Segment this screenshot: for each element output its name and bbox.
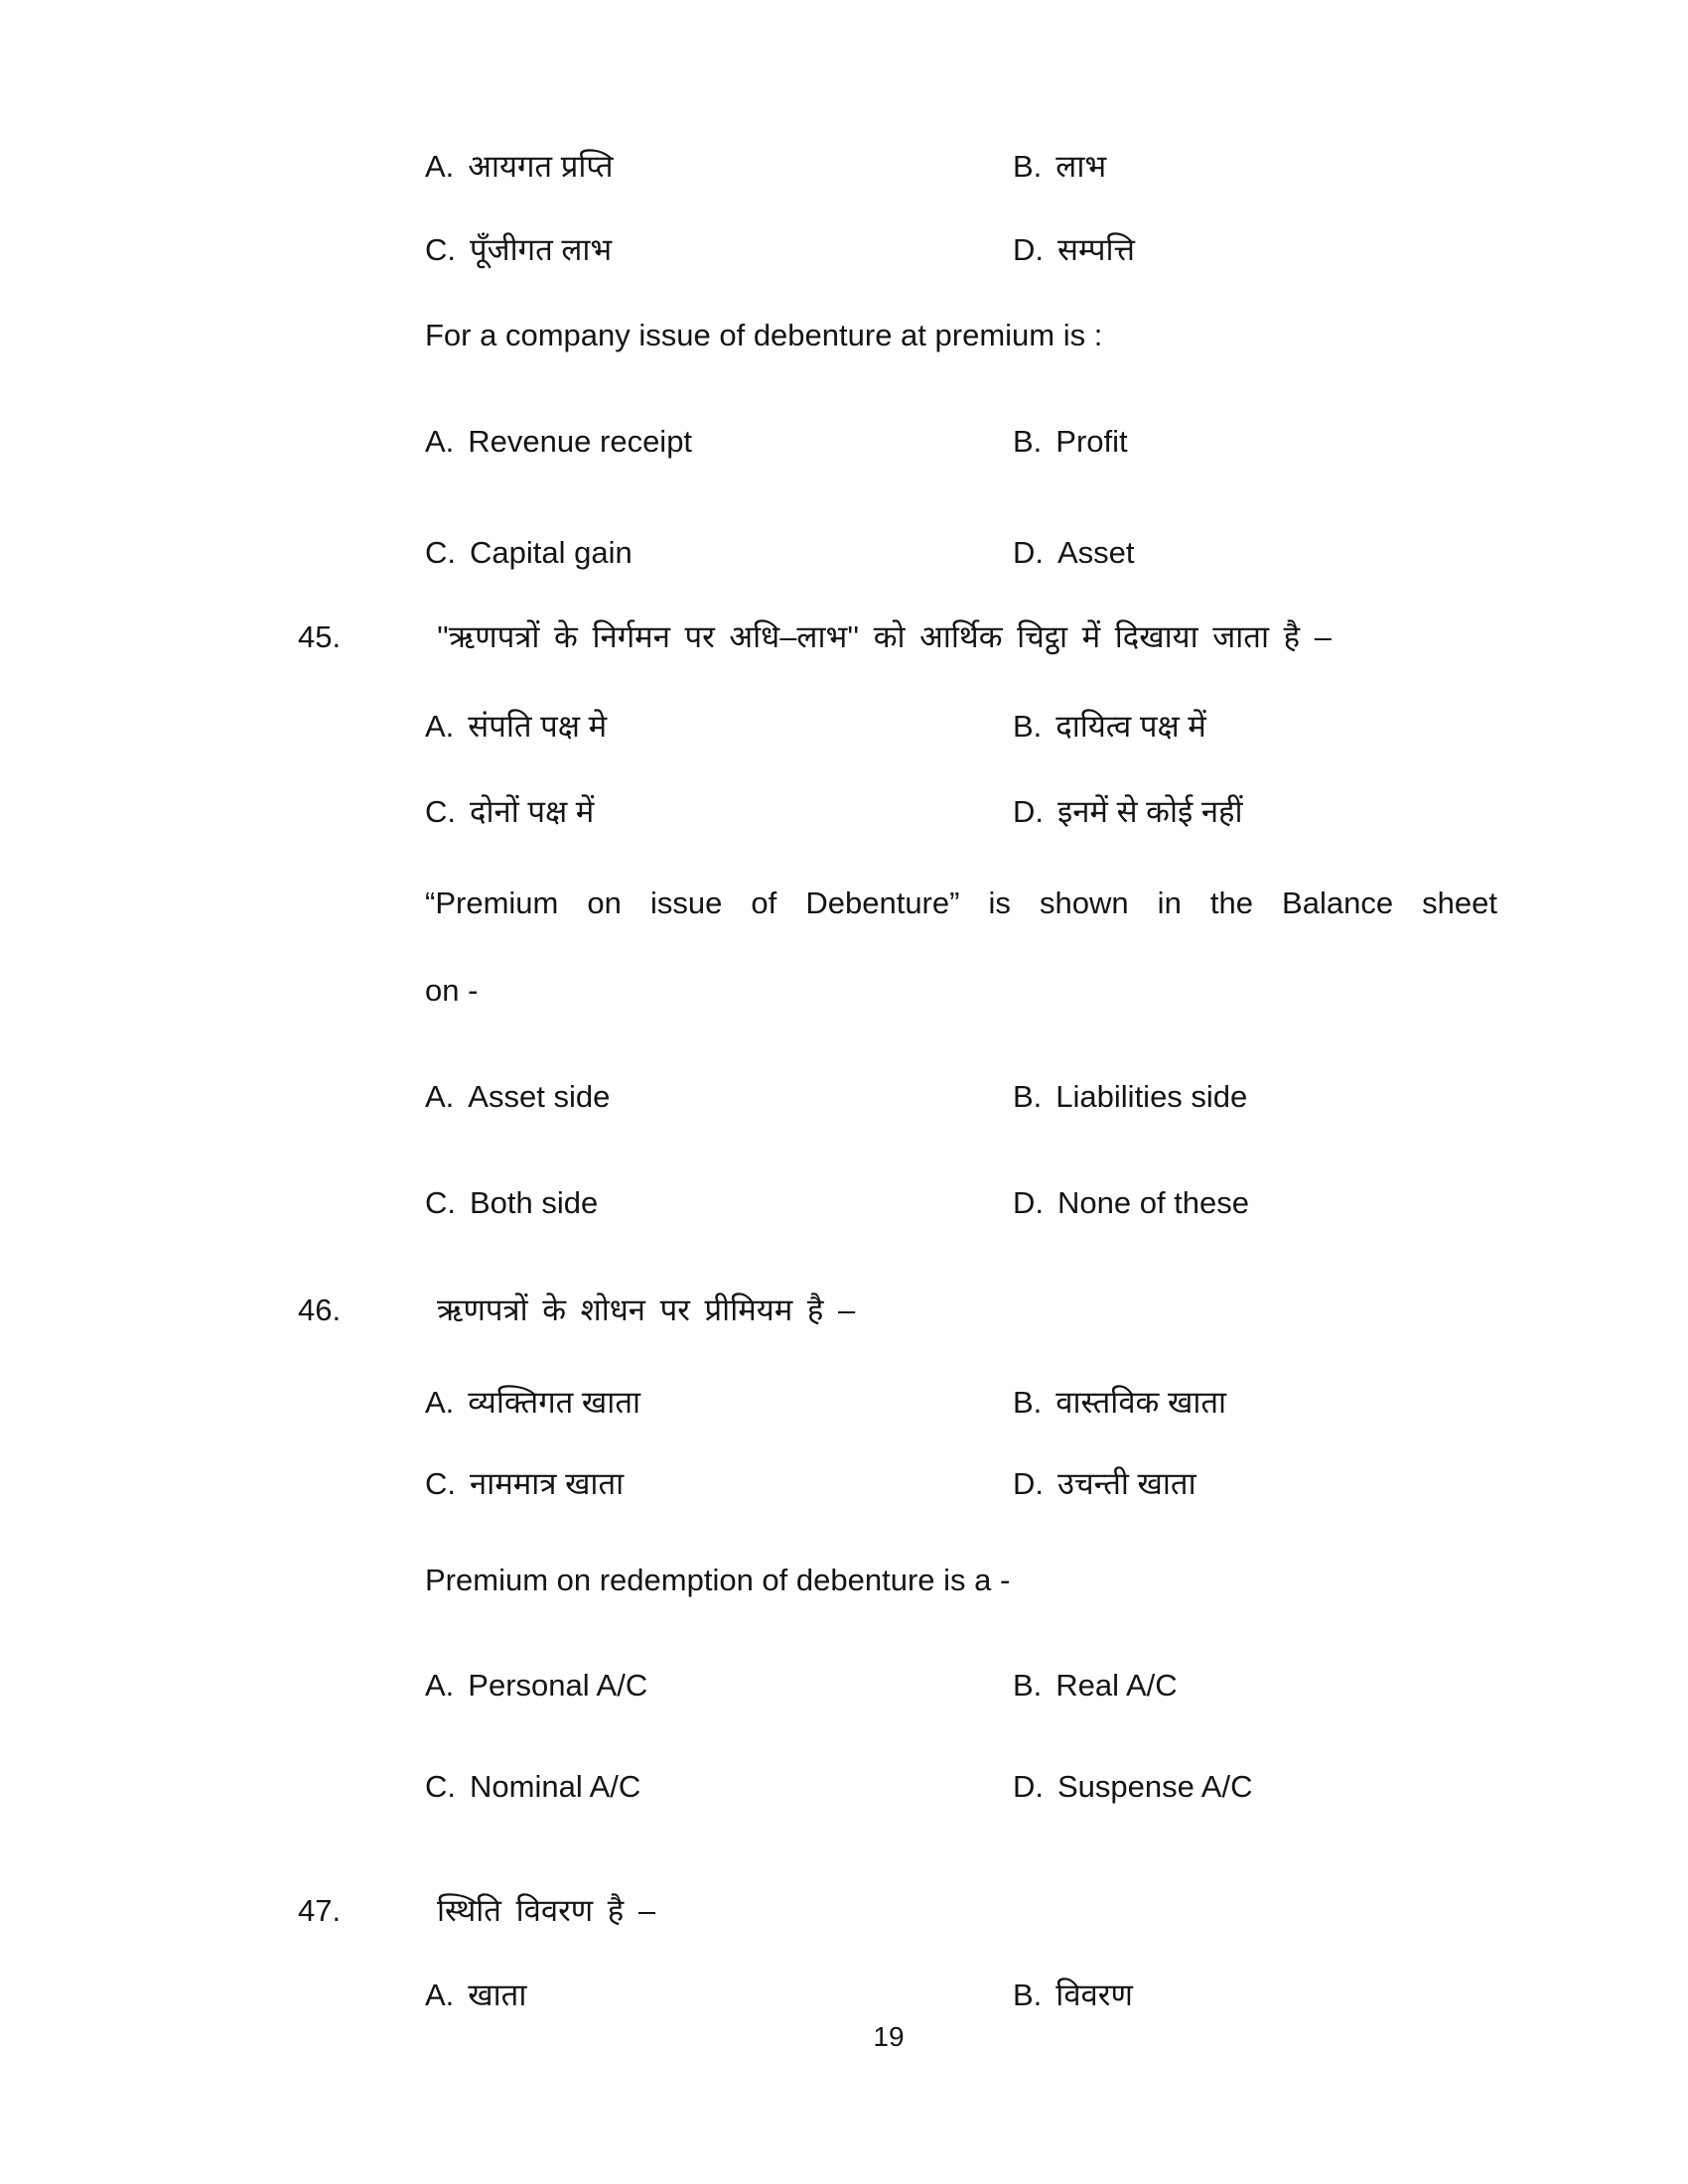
option-b	[1013, 1077, 1247, 1117]
option-text: Profit	[1055, 424, 1128, 459]
option-a	[425, 1666, 1013, 1706]
option-label: B.	[1013, 1079, 1043, 1114]
question-text-english-continued: on -	[425, 973, 479, 1008]
question-text-english: For a company issue of debenture at premium is :	[425, 318, 1103, 352]
option-d	[1013, 230, 1135, 270]
option-c	[425, 1464, 1013, 1504]
option-label: B.	[1013, 1978, 1043, 2012]
option-text: Suspense A/C	[1057, 1769, 1253, 1804]
option-label: C.	[425, 1769, 456, 1804]
option-b	[1013, 1976, 1133, 2015]
option-row	[425, 707, 1539, 747]
option-d	[1013, 533, 1135, 573]
option-label: C.	[425, 1466, 456, 1501]
option-row	[425, 792, 1539, 832]
option-label: D.	[1013, 1466, 1044, 1501]
option-text: None of these	[1057, 1185, 1250, 1220]
option-text: उचन्ती खाता	[1057, 1466, 1196, 1501]
option-label: A.	[425, 1978, 455, 2012]
option-text: नाममात्र खाता	[470, 1466, 625, 1501]
option-row	[425, 1767, 1539, 1807]
option-text: लाभ	[1055, 149, 1107, 184]
option-row	[425, 1077, 1539, 1117]
option-label: C.	[425, 1185, 456, 1220]
option-label: C.	[425, 232, 456, 267]
option-a	[425, 1383, 1013, 1423]
option-c	[425, 230, 1013, 270]
option-row	[425, 1666, 1539, 1706]
question-text-hindi: ऋणपत्रों के शोधन पर प्रीमियम है –	[437, 1293, 856, 1327]
option-b	[1013, 422, 1128, 462]
option-text: Both side	[470, 1185, 599, 1220]
option-label: B.	[1013, 1385, 1043, 1420]
question-number: 45.	[298, 619, 342, 654]
option-text: दोनों पक्ष में	[470, 794, 595, 829]
option-text: वास्तविक खाता	[1055, 1385, 1227, 1420]
option-label: B.	[1013, 149, 1043, 184]
option-row	[425, 1183, 1539, 1223]
option-text: पूँजीगत लाभ	[470, 232, 613, 267]
option-text: विवरण	[1055, 1978, 1133, 2012]
option-row	[425, 422, 1539, 462]
option-text: Revenue receipt	[468, 424, 693, 459]
option-text: व्यक्तिगत खाता	[468, 1385, 641, 1420]
option-label: B.	[1013, 1668, 1043, 1703]
option-row	[425, 1464, 1539, 1504]
option-text: Liabilities side	[1055, 1079, 1248, 1114]
option-d	[1013, 1767, 1252, 1807]
option-label: D.	[1013, 232, 1044, 267]
option-row	[425, 533, 1539, 573]
option-d	[1013, 792, 1243, 832]
option-b	[1013, 147, 1106, 187]
option-a	[425, 422, 1013, 462]
question-number: 46.	[298, 1293, 342, 1327]
option-text: Nominal A/C	[470, 1769, 641, 1804]
option-label: A.	[425, 424, 455, 459]
option-a	[425, 1077, 1013, 1117]
question-text-english: Premium on redemption of debenture is a -	[425, 1563, 1011, 1597]
option-c	[425, 1767, 1013, 1807]
option-text: Asset	[1057, 535, 1135, 570]
option-a	[425, 147, 1013, 187]
option-text: दायित्व पक्ष में	[1055, 709, 1206, 744]
option-label: A.	[425, 149, 455, 184]
option-a	[425, 707, 1013, 747]
option-c	[425, 792, 1013, 832]
option-label: B.	[1013, 709, 1043, 744]
option-label: A.	[425, 1385, 455, 1420]
question-text-hindi: स्थिति विवरण है –	[437, 1893, 656, 1928]
option-row	[425, 147, 1539, 187]
option-d	[1013, 1183, 1249, 1223]
option-text: Capital gain	[470, 535, 633, 570]
option-text: आयगत प्रप्ति	[468, 149, 614, 184]
option-label: A.	[425, 709, 455, 744]
option-row	[425, 230, 1539, 270]
option-label: A.	[425, 1079, 455, 1114]
option-text: Asset side	[468, 1079, 611, 1114]
option-text: Real A/C	[1055, 1668, 1178, 1703]
option-text: खाता	[468, 1978, 527, 2012]
option-label: A.	[425, 1668, 455, 1703]
option-label: C.	[425, 535, 456, 570]
option-label: D.	[1013, 535, 1044, 570]
option-text: सम्पत्ति	[1057, 232, 1135, 267]
option-text: इनमें से कोई नहीं	[1057, 794, 1243, 829]
option-a	[425, 1976, 1013, 2015]
option-label: B.	[1013, 424, 1043, 459]
option-b	[1013, 707, 1206, 747]
option-text: Personal A/C	[468, 1668, 648, 1703]
option-c	[425, 1183, 1013, 1223]
option-label: D.	[1013, 1769, 1044, 1804]
option-label: D.	[1013, 1185, 1044, 1220]
option-b	[1013, 1666, 1178, 1706]
option-label: D.	[1013, 794, 1044, 829]
page-number: 19	[873, 2021, 905, 2052]
option-d	[1013, 1464, 1196, 1504]
option-c	[425, 533, 1013, 573]
question-text-hindi: ''ऋणपत्रों के निर्गमन पर अधि–लाभ'' को आर्थिक चिट्ठा में दिखाया जाता है –	[437, 619, 1332, 654]
question-text-english: “Premium on issue of Debenture” is shown in the Balance sheet	[425, 886, 1497, 920]
option-text: संपति पक्ष मे	[468, 709, 608, 744]
option-row	[425, 1976, 1539, 2015]
option-b	[1013, 1383, 1226, 1423]
option-row	[425, 1383, 1539, 1423]
option-label: C.	[425, 794, 456, 829]
question-number: 47.	[298, 1893, 342, 1928]
